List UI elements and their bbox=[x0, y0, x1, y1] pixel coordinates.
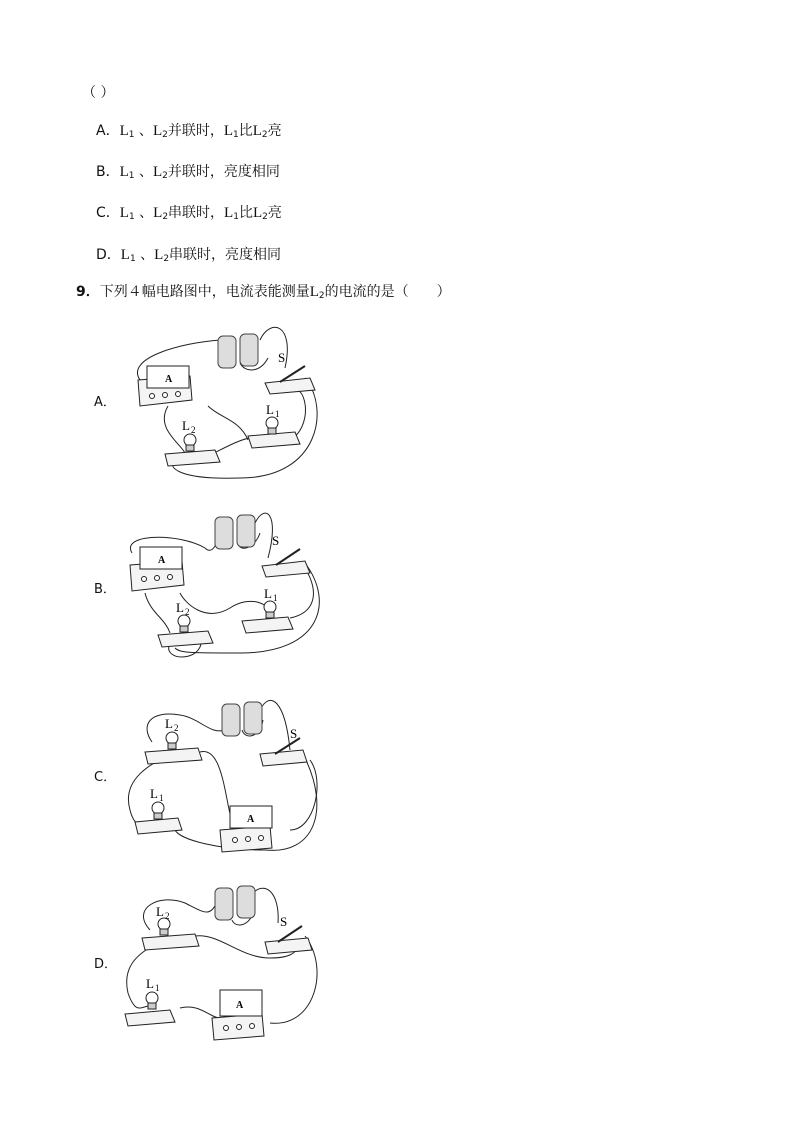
ammeter-label: A bbox=[236, 1000, 244, 1011]
ammeter-icon bbox=[220, 806, 272, 852]
lamp1-label: L bbox=[150, 786, 158, 801]
lamp-l1: L bbox=[119, 123, 129, 139]
separator: 、 bbox=[135, 247, 155, 263]
option-letter: C． bbox=[96, 205, 120, 221]
lamp-l2: L bbox=[154, 247, 164, 263]
lamp-l1: L bbox=[223, 123, 234, 139]
lamp-l2-sub: 2 bbox=[261, 130, 268, 140]
lamp1-sub: 1 bbox=[159, 793, 164, 803]
lamp-l2-sub: 2 bbox=[262, 212, 268, 222]
lamp-l1: L bbox=[119, 205, 129, 221]
ammeter-icon bbox=[130, 547, 184, 591]
prev-option-c[interactable] bbox=[96, 202, 282, 222]
lamp-l2: L bbox=[252, 205, 263, 221]
option-letter: A． bbox=[96, 123, 120, 139]
lamp-l2-sub: 2 bbox=[162, 130, 168, 140]
separator: 、 bbox=[134, 123, 153, 139]
lamp2-label: L bbox=[176, 600, 184, 615]
lamp-l1: L bbox=[120, 247, 130, 263]
battery-icon bbox=[215, 886, 255, 920]
lamp-l2-sub: 2 bbox=[162, 171, 168, 181]
lamp-l2-sub: 2 bbox=[163, 254, 170, 264]
lamp-l2-icon bbox=[158, 600, 213, 647]
lamp-l2-icon bbox=[165, 418, 220, 466]
question-text: 下列４幅电路图中，电流表能测量 bbox=[99, 284, 310, 300]
option-text: 比 bbox=[238, 123, 253, 139]
lamp2-label: L bbox=[156, 904, 164, 919]
lamp-l1-icon bbox=[248, 402, 300, 448]
prev-option-b[interactable] bbox=[96, 161, 280, 181]
lamp-l1-icon bbox=[242, 586, 293, 633]
switch-icon bbox=[260, 726, 307, 766]
battery-icon bbox=[218, 334, 258, 368]
ammeter-icon bbox=[138, 366, 192, 406]
lamp-l1-sub: 1 bbox=[233, 130, 239, 140]
lamp-l1-sub: 1 bbox=[129, 254, 136, 264]
lamp2-label: L bbox=[165, 716, 173, 731]
circuit-diagram-c[interactable] bbox=[120, 690, 330, 860]
lamp1-label: L bbox=[264, 586, 272, 601]
lamp-l2-icon bbox=[142, 904, 199, 950]
lamp-l1-sub: 1 bbox=[128, 212, 135, 222]
option-text: 并联时，亮度相同 bbox=[167, 164, 280, 180]
circuit-option-b[interactable]: B． bbox=[94, 582, 116, 597]
lamp2-sub: 2 bbox=[174, 723, 179, 733]
lamp-l1-sub: 1 bbox=[128, 130, 135, 140]
option-letter: B． bbox=[96, 164, 120, 180]
prev-option-a[interactable] bbox=[96, 120, 282, 140]
lamp2-label: L bbox=[182, 418, 190, 433]
battery-icon bbox=[215, 515, 255, 549]
prev-option-d[interactable] bbox=[96, 244, 281, 264]
question-text: 的电流的是（ ） bbox=[324, 284, 451, 300]
separator: 、 bbox=[134, 205, 154, 221]
ammeter-label: A bbox=[165, 374, 173, 385]
lamp-l1: L bbox=[224, 205, 234, 221]
lamp-l2: L bbox=[309, 284, 319, 300]
lamp-l2-sub: 2 bbox=[318, 291, 325, 301]
option-text: 亮 bbox=[267, 123, 282, 139]
lamp1-label: L bbox=[146, 976, 154, 991]
switch-icon bbox=[265, 350, 315, 394]
switch-label: S bbox=[278, 350, 286, 365]
option-text: 并联时， bbox=[167, 123, 224, 139]
option-text: 串联时， bbox=[168, 205, 225, 221]
option-text: 亮 bbox=[267, 205, 282, 221]
switch-label: S bbox=[290, 726, 298, 741]
lamp-l2-icon bbox=[145, 716, 202, 764]
option-text: 串联时，亮度相同 bbox=[169, 247, 282, 263]
switch-icon bbox=[265, 914, 312, 954]
lamp2-sub: 2 bbox=[191, 425, 196, 435]
option-text: 比 bbox=[238, 205, 253, 221]
circuit-diagram-d[interactable] bbox=[120, 878, 330, 1048]
option-letter: D． bbox=[96, 247, 121, 263]
question-number: 9． bbox=[76, 284, 100, 300]
lamp1-sub: 1 bbox=[275, 409, 280, 419]
lamp-l2: L bbox=[152, 123, 163, 139]
lamp-l1-sub: 1 bbox=[128, 171, 135, 181]
lamp1-sub: 1 bbox=[155, 983, 160, 993]
switch-label: S bbox=[272, 533, 280, 548]
lamp-l1: L bbox=[119, 164, 129, 180]
ammeter-label: A bbox=[247, 814, 255, 825]
switch-label: S bbox=[280, 914, 288, 929]
lamp-l1-sub: 1 bbox=[233, 212, 239, 222]
ammeter-icon bbox=[212, 990, 264, 1040]
lamp-l2-sub: 2 bbox=[162, 212, 169, 222]
lamp2-sub: 2 bbox=[165, 911, 170, 921]
lamp1-sub: 1 bbox=[273, 593, 278, 603]
lamp-l2: L bbox=[153, 205, 163, 221]
question-9-stem bbox=[76, 281, 451, 301]
lamp-l2: L bbox=[152, 164, 163, 180]
lamp1-label: L bbox=[266, 402, 274, 417]
lamp-l1-icon bbox=[135, 786, 182, 834]
ammeter-label: A bbox=[158, 555, 166, 566]
circuit-diagram-a[interactable] bbox=[120, 318, 330, 488]
circuit-option-d[interactable]: D． bbox=[94, 957, 118, 972]
separator: 、 bbox=[134, 164, 153, 180]
lamp-l2: L bbox=[252, 123, 262, 139]
circuit-option-a[interactable]: A． bbox=[94, 395, 116, 410]
prev-question-tail: （ ） bbox=[82, 85, 115, 101]
circuit-option-c[interactable]: C． bbox=[94, 770, 117, 785]
lamp2-sub: 2 bbox=[185, 607, 190, 617]
circuit-diagram-b[interactable] bbox=[120, 503, 330, 673]
lamp-l1-icon bbox=[125, 976, 175, 1026]
